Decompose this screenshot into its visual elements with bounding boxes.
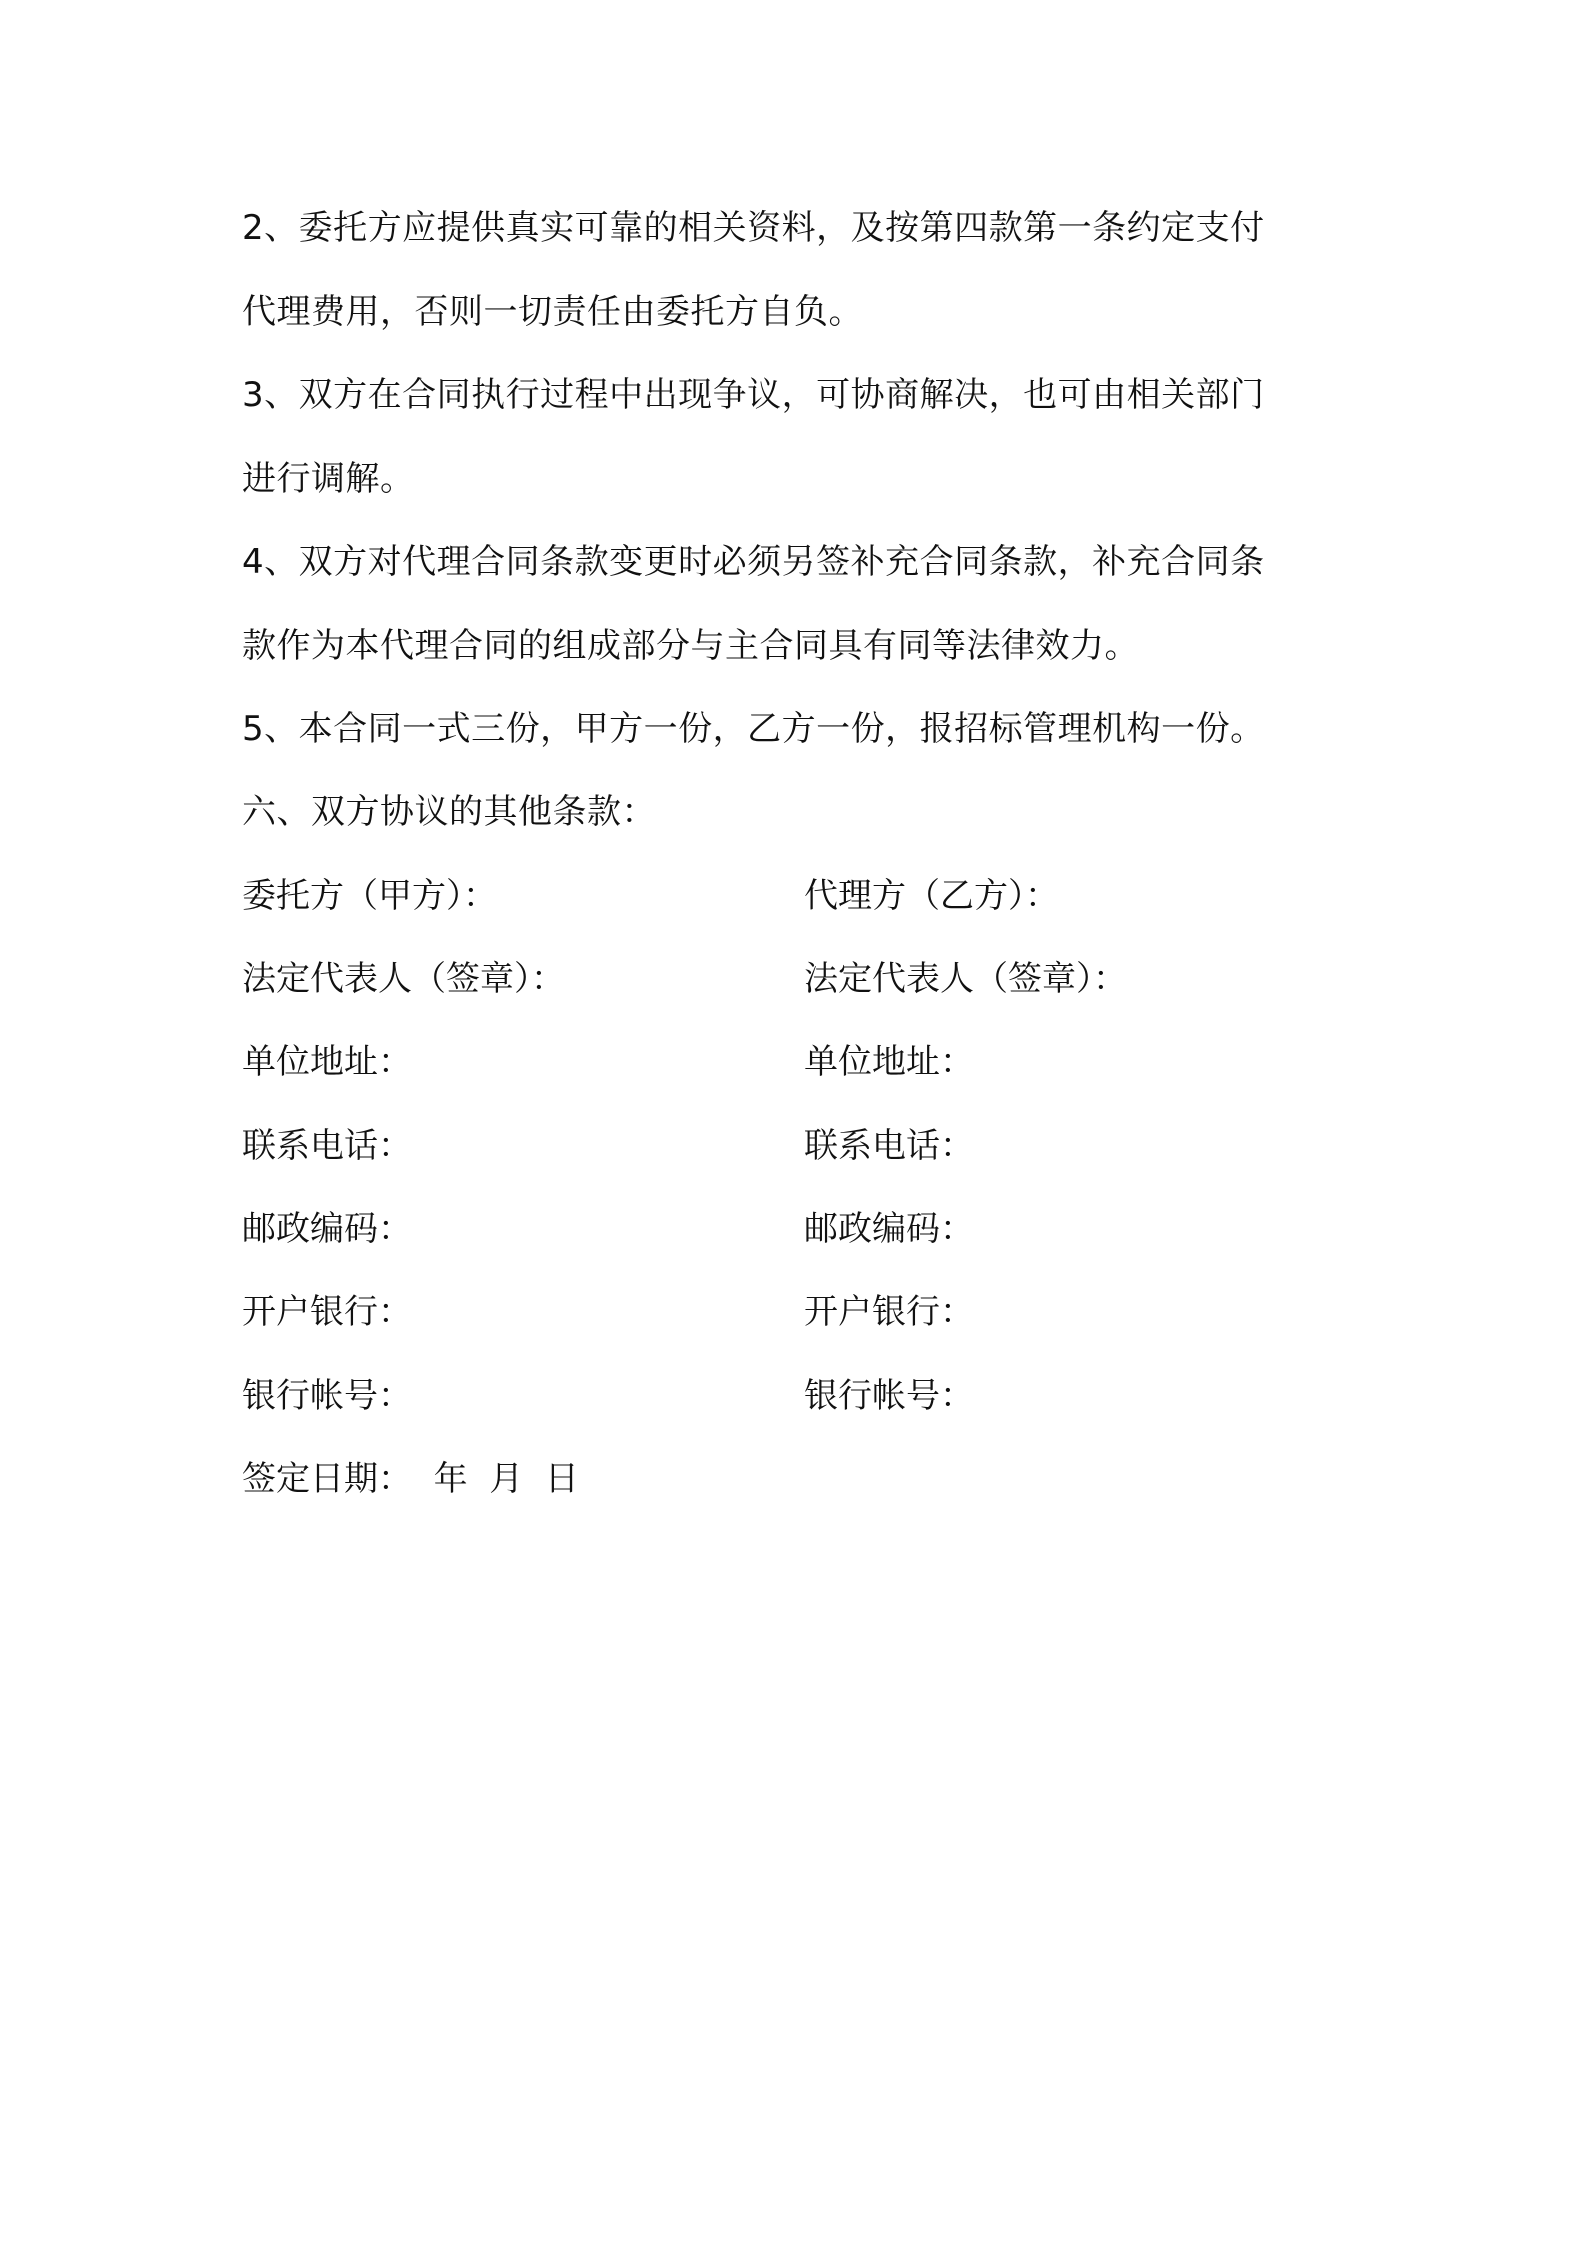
party-b-name-label: 代理方（乙方）： (804, 876, 1059, 916)
party-a-phone-label: 联系电话： (242, 1126, 412, 1166)
sign-date-label: 签定日期： 年 月 日 (242, 1459, 579, 1499)
party-b-address-label: 单位地址： (804, 1042, 974, 1082)
clause-2-line-2: 代理费用，否则一切责任由委托方自负。 (242, 292, 863, 332)
party-a-bank-label: 开户银行： (242, 1292, 412, 1332)
party-a-name-label: 委托方（甲方）： (242, 876, 497, 916)
party-a-representative-label: 法定代表人（签章）： (242, 959, 565, 999)
party-a-postcode-label: 邮政编码： (242, 1209, 412, 1249)
clause-4-line-1: 4、双方对代理合同条款变更时必须另签补充合同条款，补充合同条 (242, 542, 1265, 582)
clause-3-line-1: 3、双方在合同执行过程中出现争议，可协商解决，也可由相关部门 (242, 375, 1265, 415)
clause-3-line-2: 进行调解。 (242, 459, 415, 499)
clause-5-line-1: 5、本合同一式三份，甲方一份，乙方一份，报招标管理机构一份。 (242, 709, 1265, 749)
clause-4-line-2: 款作为本代理合同的组成部分与主合同具有同等法律效力。 (242, 626, 1139, 666)
party-b-bank-label: 开户银行： (804, 1292, 974, 1332)
clause-2-line-1: 2、委托方应提供真实可靠的相关资料，及按第四款第一条约定支付 (242, 208, 1265, 248)
party-a-account-label: 银行帐号： (242, 1376, 412, 1416)
party-a-address-label: 单位地址： (242, 1042, 412, 1082)
party-b-phone-label: 联系电话： (804, 1126, 974, 1166)
party-b-account-label: 银行帐号： (804, 1376, 974, 1416)
party-b-representative-label: 法定代表人（签章）： (804, 959, 1127, 999)
party-b-postcode-label: 邮政编码： (804, 1209, 974, 1249)
section-6-heading: 六、双方协议的其他条款： (242, 792, 656, 832)
